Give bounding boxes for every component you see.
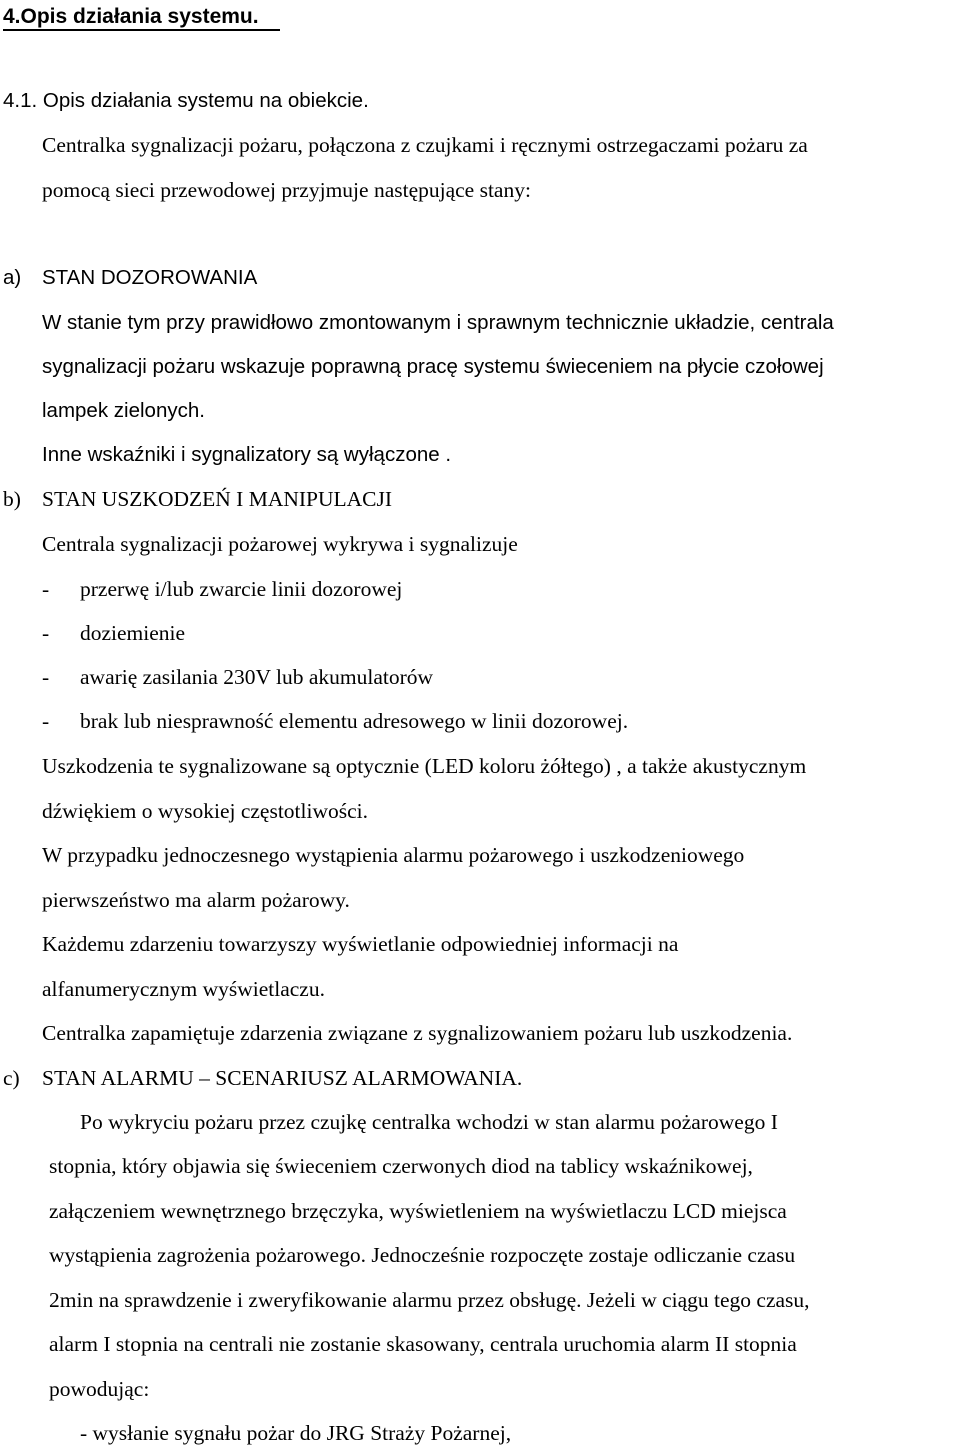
section-a-line-2: sygnalizacji pożaru wskazuje poprawną pracę systemu świeceniem na płycie czołowej <box>42 355 824 378</box>
section-b-line-7: Centralka zapamiętuje zdarzenia związane z sygnalizowaniem pożaru lub uszkodzenia. <box>42 1021 793 1045</box>
section-a-line-3: lampek zielonych. <box>42 399 205 422</box>
bullet-marker: - <box>42 621 50 645</box>
section-c-title: STAN ALARMU – SCENARIUSZ ALARMOWANIA. <box>42 1066 523 1090</box>
section-b-line-2: dźwiękiem o wysokiej częstotliwości. <box>42 799 369 823</box>
section-a-title: STAN DOZOROWANIA <box>42 266 258 289</box>
bullet-marker: - <box>42 709 50 733</box>
heading-underline <box>3 29 280 31</box>
section-heading: 4.Opis działania systemu. <box>3 5 259 28</box>
section-c-line-8: - wysłanie sygnału pożar do JRG Straży Pożarnej, <box>80 1421 512 1445</box>
section-a-marker: a) <box>3 266 22 289</box>
section-b-marker: b) <box>3 487 21 511</box>
bullet-item-2: doziemienie <box>80 621 186 645</box>
bullet-item-1: przerwę i/lub zwarcie linii dozorowej <box>80 577 403 601</box>
section-b-title: STAN USZKODZEŃ I MANIPULACJI <box>42 487 393 511</box>
section-c-line-6: alarm I stopnia na centrali nie zostanie skasowany, centrala uruchomia alarm II stopnia <box>49 1332 797 1356</box>
section-c-marker: c) <box>3 1066 20 1090</box>
section-a-line-4: Inne wskaźniki i sygnalizatory są wyłączone . <box>42 443 452 466</box>
section-c-line-1: Po wykryciu pożaru przez czujkę centralka wchodzi w stan alarmu pożarowego I <box>80 1110 778 1134</box>
intro-line-2: pomocą sieci przewodowej przyjmuje następujące stany: <box>42 178 531 202</box>
section-c-line-4: wystąpienia zagrożenia pożarowego. Jednocześnie rozpoczęte zostaje odliczanie czasu <box>49 1243 796 1267</box>
section-b-line-5: Każdemu zdarzeniu towarzyszy wyświetlanie odpowiedniej informacji na <box>42 932 679 956</box>
bullet-item-4: brak lub niesprawność elementu adresowego w linii dozorowej. <box>80 709 629 733</box>
section-c-line-3: załączeniem wewnętrznego brzęczyka, wyświetleniem na wyświetlaczu LCD miejsca <box>49 1199 787 1223</box>
section-b-line-1: Uszkodzenia te sygnalizowane są optycznie (LED koloru żółtego) , a także akustycznym <box>42 754 807 778</box>
intro-line-1: Centralka sygnalizacji pożaru, połączona z czujkami i ręcznymi ostrzegaczami pożaru za <box>42 133 808 157</box>
section-a-line-1: W stanie tym przy prawidłowo zmontowanym i sprawnym technicznie układzie, centrala <box>42 311 834 334</box>
section-b-line-4: pierwszeństwo ma alarm pożarowy. <box>42 888 350 912</box>
section-b-intro: Centrala sygnalizacji pożarowej wykrywa i sygnalizuje <box>42 532 518 556</box>
bullet-item-3: awarię zasilania 230V lub akumulatorów <box>80 665 434 689</box>
section-c-line-5: 2min na sprawdzenie i zweryfikowanie alarmu przez obsługę. Jeżeli w ciągu tego czasu, <box>49 1288 810 1312</box>
section-b-line-3: W przypadku jednoczesnego wystąpienia alarmu pożarowego i uszkodzeniowego <box>42 843 745 867</box>
bullet-marker: - <box>42 665 50 689</box>
bullet-marker: - <box>42 577 50 601</box>
subsection-heading: 4.1. Opis działania systemu na obiekcie. <box>3 89 369 112</box>
section-b-line-6: alfanumerycznym wyświetlaczu. <box>42 977 325 1001</box>
section-c-line-7: powodując: <box>49 1377 150 1401</box>
section-c-line-2: stopnia, który objawia się świeceniem czerwonych diod na tablicy wskaźnikowej, <box>49 1154 753 1178</box>
